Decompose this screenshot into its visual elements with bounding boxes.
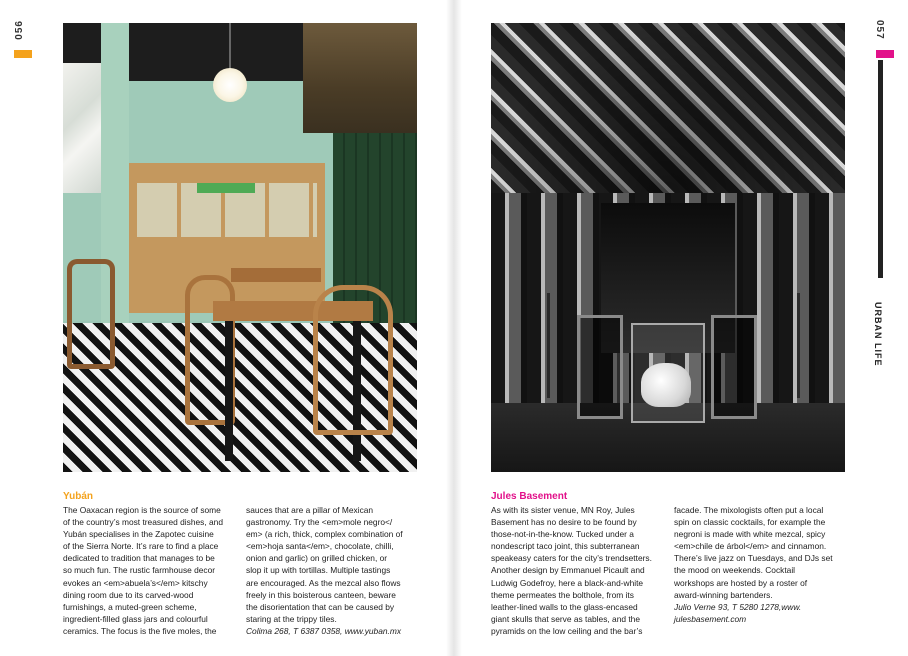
yuban-photo (63, 23, 417, 472)
yuban-heading: Yubán (63, 491, 94, 502)
jules-basement-photo (491, 23, 845, 472)
yuban-text-col2 (246, 504, 424, 637)
jules-text-col1: As with its sister venue, MN Roy, Jules Basement has no desire to be found by those-not-in-the-know. Tucked under a nondescript taco joint, this subterranean speakeasy caters for the city’s trendsetters. Another design by Emmanuel Picault and Ludwig Godefroy, here a black-and-white theme permeates the bolthole, from its leather-lined walls to the glass-encased giant skulls that serve as tables, and the pyramids on the low ceiling and the bar’s (491, 505, 652, 636)
page-number-left: 056 (14, 20, 25, 40)
jules-contact: Julio Verne 93, T 5280 1278,www. julesbasement.com (674, 601, 802, 624)
jules-heading: Jules Basement (491, 491, 568, 502)
right-accent-tab (876, 50, 894, 58)
section-label: URBAN LIFE (873, 302, 883, 367)
pendant-lamp (213, 68, 247, 102)
yuban-text-col1: The Oaxacan region is the source of some of the country’s most treasured dishes, and Yubán specialises in the Zapotec cuisine of the Sierra Norte. It’s rare to find a place dedicated to tradition that manages to be so much fun. The rustic farmhouse decor evokes an <em>abuela’s</em> kitschy dining room due to its carved-wood furnishings, a muted-green scheme, ingredient-filled glass jars and colourful ceramics. The focus is the five moles, the (63, 505, 223, 636)
yuban-contact: Colima 268, T 6387 0358, www.yuban.mx (246, 625, 402, 636)
wooden-chair (313, 285, 393, 435)
skull-sculpture (641, 363, 691, 407)
jules-text-col2 (674, 504, 852, 625)
left-accent-tab (14, 50, 32, 58)
section-indicator-bar (878, 60, 883, 278)
jules-body-col2: facade. The mixologists often put a local spin on classic cocktails, for example the negroni is made with white mezcal, spicy <em>chile de árbol</em> and cinnamon. There’s live jazz on Tuesdays, and DJs set the mood on weekends. Cocktail workshops are hosted by a roster of award-winning bartenders. (674, 505, 833, 600)
yuban-body-col2: sauces that are a pillar of Mexican gastronomy. Try the <em>mole negro</ em> (a rich, thick, complex combination of <em>hoja santa</em>, chocolate, chilli, onion and garlic) on grilled chicken, or slop it up with tortillas. Multiple tastings are encouraged. As the mezcal also flows freely in this boisterous canteen, beware the disorientation that can be caused by staring at the trippy tiles. (246, 505, 403, 624)
page-number-right: 057 (874, 20, 885, 40)
